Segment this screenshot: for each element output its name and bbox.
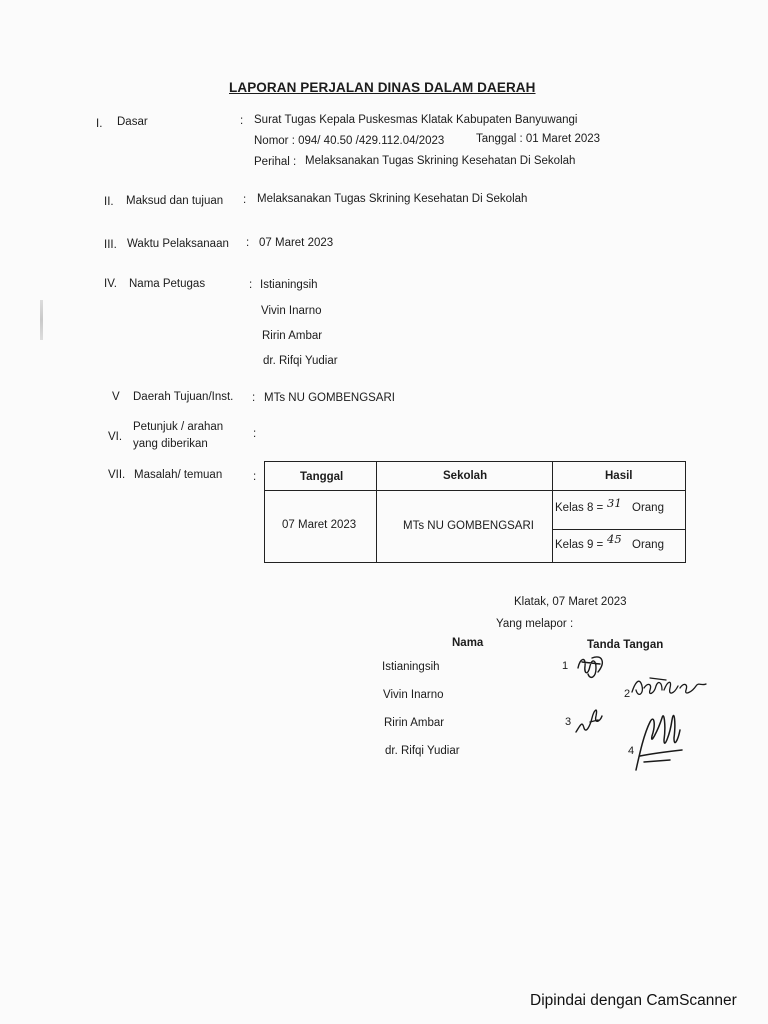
section-label-daerah: Daerah Tujuan/Inst. (133, 391, 234, 403)
section-colon-daerah: : (252, 392, 256, 404)
section-label-petunjuk-1: Petunjuk / arahan (133, 421, 224, 433)
dasar-nomor: Nomor : 094/ 40.50 /429.112.04/2023 (254, 135, 445, 147)
maksud-value: Melaksanakan Tugas Skrining Kesehatan Di Sekolah (257, 193, 528, 205)
table-divider (265, 490, 685, 491)
scan-shadow (40, 300, 43, 340)
findings-table (264, 461, 686, 563)
section-label-maksud: Maksud dan tujuan (126, 195, 224, 207)
signature-number: 2 (624, 688, 631, 700)
dasar-perihal-value: Melaksanakan Tugas Skrining Kesehatan Di Sekolah (305, 155, 576, 167)
signer-name: Istianingsih (382, 661, 440, 673)
table-divider (552, 529, 685, 530)
signer-name: Ririn Ambar (384, 717, 445, 729)
table-divider (552, 462, 553, 562)
table-cell-hasil-count: 45 (607, 532, 622, 546)
petugas-name: Ririn Ambar (262, 330, 323, 342)
section-number-6: VI. (108, 431, 123, 443)
section-colon-petugas: : (249, 279, 253, 291)
section-colon-dasar: : (240, 115, 244, 127)
section-colon-petunjuk: : (253, 428, 257, 440)
section-number-3: III. (104, 239, 117, 251)
dasar-tanggal: Tanggal : 01 Maret 2023 (476, 133, 601, 145)
table-cell-hasil-label: Kelas 9 = (555, 539, 604, 551)
waktu-value: 07 Maret 2023 (259, 237, 334, 249)
table-cell-hasil-label: Kelas 8 = (555, 502, 604, 514)
signature-1-image (572, 652, 612, 682)
section-label-dasar: Dasar (117, 116, 148, 128)
document-title: LAPORAN PERJALAN DINAS DALAM DAERAH (229, 80, 536, 95)
signer-name: Vivin Inarno (383, 689, 444, 701)
section-label-petugas: Nama Petugas (129, 278, 206, 290)
table-header-hasil: Hasil (605, 470, 633, 482)
table-cell-tanggal: 07 Maret 2023 (282, 519, 357, 531)
section-number-7: VII. (108, 469, 126, 481)
place-date: Klatak, 07 Maret 2023 (514, 596, 627, 608)
section-colon-waktu: : (246, 237, 250, 249)
dasar-line1: Surat Tugas Kepala Puskesmas Klatak Kabupaten Banyuwangi (254, 114, 578, 126)
scanner-watermark: Dipindai dengan CamScanner (530, 992, 737, 1009)
section-number-1: I. (96, 118, 103, 130)
table-cell-hasil-count: 31 (607, 496, 622, 510)
section-number-2: II. (104, 196, 114, 208)
table-header-tanggal: Tanggal (300, 471, 344, 483)
table-cell-hasil-unit: Orang (632, 502, 664, 514)
signature-number: 1 (562, 660, 569, 672)
petugas-name: Vivin Inarno (261, 305, 322, 317)
dasar-perihal-label: Perihal : (254, 156, 297, 168)
signature-number: 3 (565, 716, 572, 728)
daerah-value: MTs NU GOMBENGSARI (264, 392, 395, 404)
section-colon-masalah: : (253, 471, 257, 483)
section-label-petunjuk-2: yang diberikan (133, 438, 208, 450)
section-number-4: IV. (104, 278, 118, 290)
petugas-name: dr. Rifqi Yudiar (263, 355, 338, 367)
signer-name: dr. Rifqi Yudiar (385, 745, 460, 757)
table-divider (376, 462, 377, 562)
table-header-sekolah: Sekolah (443, 470, 488, 482)
section-colon-maksud: : (243, 194, 247, 206)
signature-column-header: Tanda Tangan (587, 639, 664, 651)
name-column-header: Nama (452, 637, 484, 649)
signature-4-image (630, 700, 690, 776)
table-cell-sekolah: MTs NU GOMBENGSARI (403, 520, 534, 532)
petugas-name: Istianingsih (260, 279, 318, 291)
signature-number: 4 (628, 745, 635, 757)
table-cell-hasil-unit: Orang (632, 539, 664, 551)
signature-3-image (572, 702, 608, 738)
section-label-waktu: Waktu Pelaksanaan (127, 238, 229, 250)
section-number-5: V (112, 391, 120, 403)
section-label-masalah: Masalah/ temuan (134, 469, 223, 481)
reporter-label: Yang melapor : (496, 618, 574, 630)
